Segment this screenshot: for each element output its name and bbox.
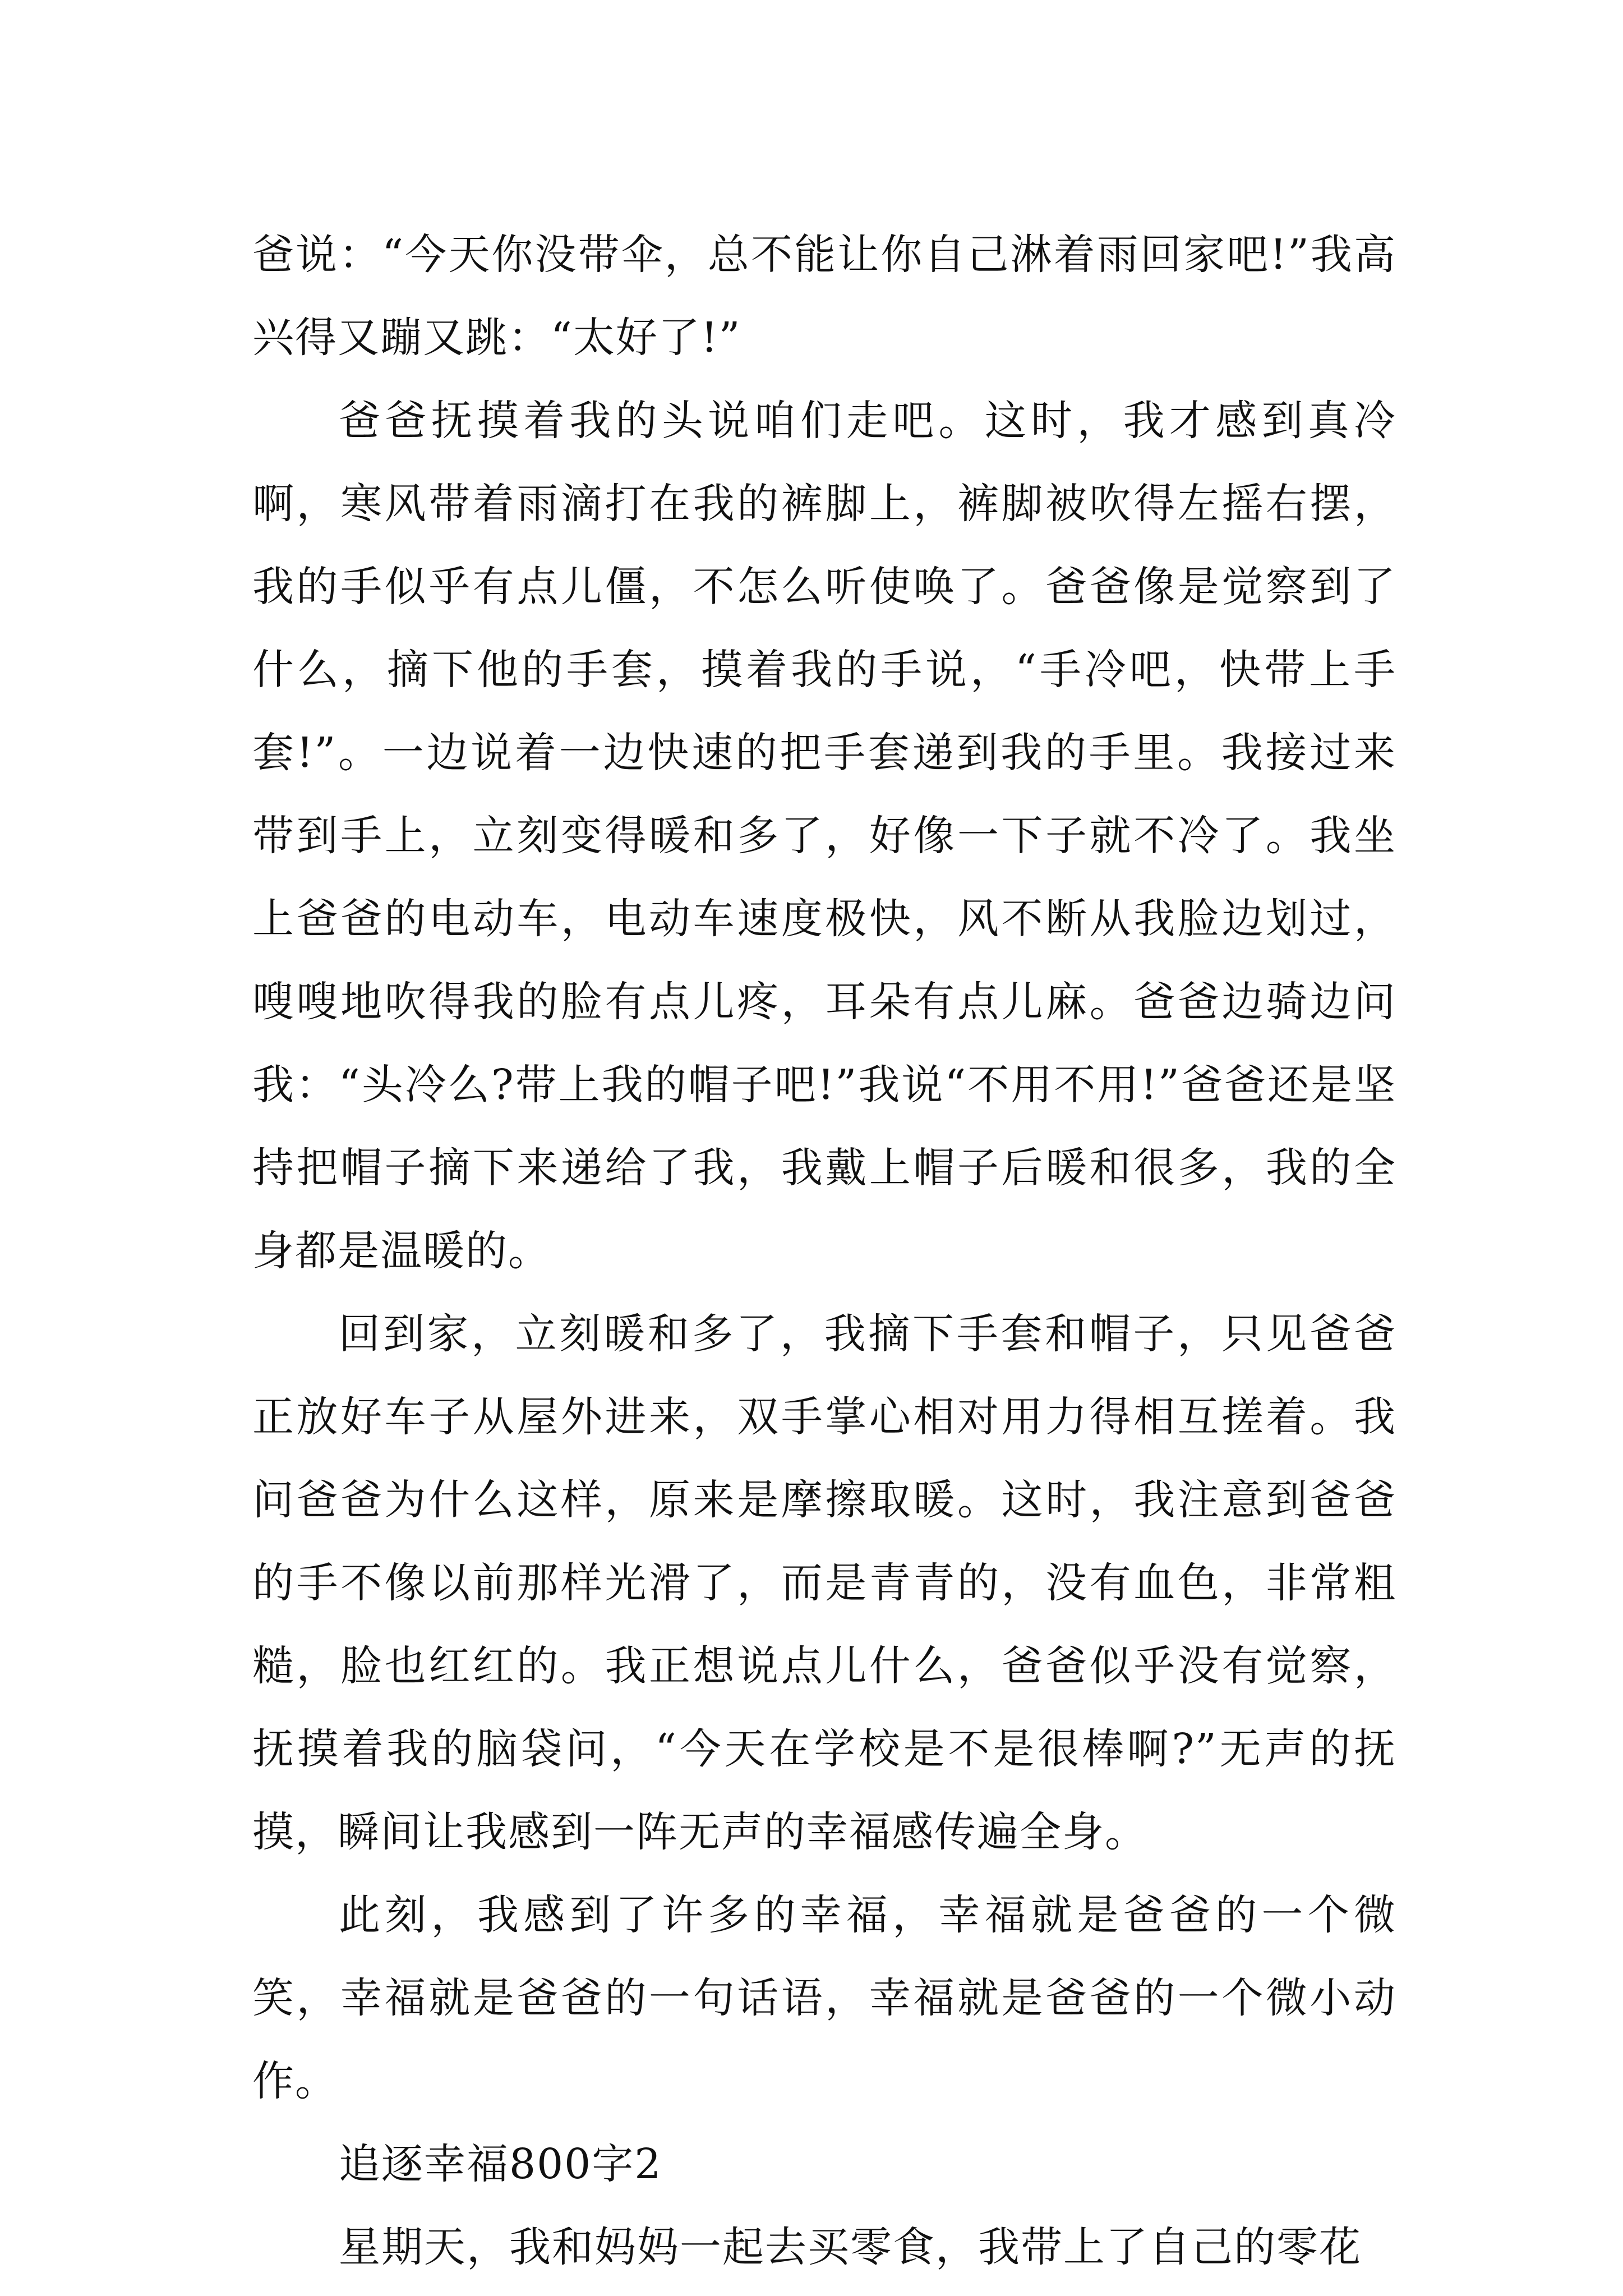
document-body xyxy=(252,213,1396,2289)
paragraph-2: 爸爸抚摸着我的头说咱们走吧。这时，我才感到真冷啊，寒风带着雨滴打在我的裤脚上，裤脚被吹得左摇右摆，我的手似乎有点儿僵，不怎么听使唤了。爸爸像是觉察到了什么，摘下他的手套，摸着我的手说，“手冷吧，快带上手套!”。一边说着一边快速的把手套递到我的手里。我接过来带到手上，立刻变得暖和多了，好像一下子就不冷了。我坐上爸爸的电动车，电动车速度极快，风不断从我脸边划过，嗖嗖地吹得我的脸有点儿疼，耳朵有点儿麻。爸爸边骑边问我：“头冷么?带上我的帽子吧!”我说“不用不用!”爸爸还是坚持把帽子摘下来递给了我，我戴上帽子后暖和很多，我的全身都是温暖的。 xyxy=(252,397,1396,1275)
section-heading: 追逐幸福800字2 xyxy=(339,2140,662,2188)
paragraph-1: 爸说：“今天你没带伞，总不能让你自己淋着雨回家吧!”我高兴得又蹦又跳：“太好了!” xyxy=(252,231,1396,362)
paragraph-5: 星期天，我和妈妈一起去买零食，我带上了自己的零花 xyxy=(339,2223,1362,2271)
paragraph-3: 回到家，立刻暖和多了，我摘下手套和帽子，只见爸爸正放好车子从屋外进来，双手掌心相对用力得相互搓着。我问爸爸为什么这样，原来是摩擦取暖。这时，我注意到爸爸的手不像以前那样光滑了，而是青青的，没有血色，非常粗糙，脸也红红的。我正想说点儿什么，爸爸似乎没有觉察，抚摸着我的脑袋问，“今天在学校是不是很棒啊?”无声的抚摸，瞬间让我感到一阵无声的幸福感传遍全身。 xyxy=(252,1310,1396,1856)
paragraph-4: 此刻，我感到了许多的幸福，幸福就是爸爸的一个微笑，幸福就是爸爸的一句话语，幸福就是爸爸的一个微小动作。 xyxy=(252,1891,1396,2105)
